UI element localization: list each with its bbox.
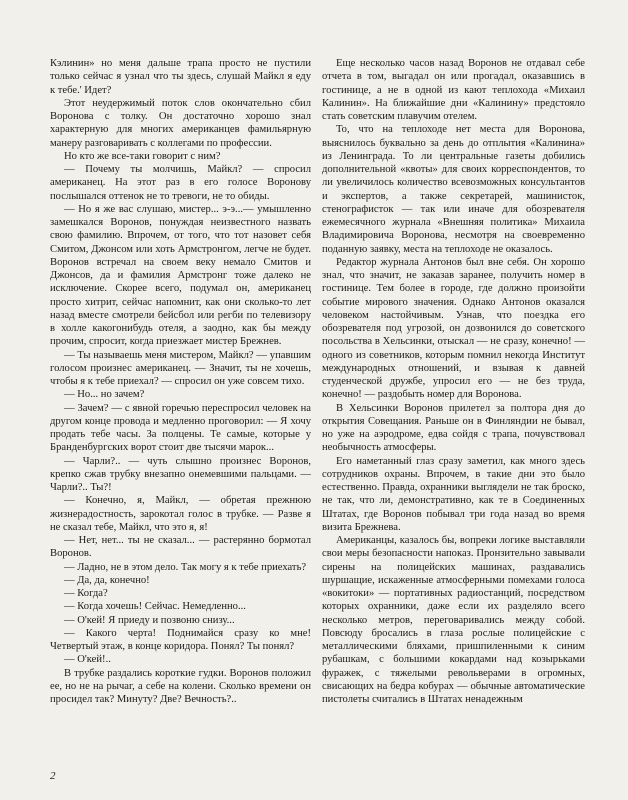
- left-text-column: [50, 57, 311, 706]
- paragraph: — О'кей!..: [64, 654, 111, 666]
- paragraph: — Когда хочешь! Сейчас. Немедленно...: [64, 601, 246, 613]
- paragraph: — Конечно, я, Майкл, — обретая прежнюю жизнерадостность, зарокотал голос в трубке. — Разве я не сказал тебе, Майкл, что это я, я!: [50, 495, 311, 533]
- paragraph: — Зачем? — с явной горечью переспросил человек на другом конце провода и медленно проговорил: — Я хочу продать тебе часы. За полцены. Те самые, которые у Бранденбургских ворот стоит две тысячи марок...: [50, 402, 311, 454]
- paragraph: Американцы, казалось бы, вопреки логике выставляли свои меры безопасности напоказ. Пронзительно завывали сирены на полицейских машинах, раздавались шуршащие, искаженные атмосферными помехами голоса «вокитоки» — портативных радиостанций, посредством которых охранники, даже если их разделяло всего несколько метров, переговаривались между собой. Повсюду бросались в глаза рослые полицейские с металлическими бляхами, пришпиленными к синим рубашкам, с большими кокардами над козырьками фуражек, с тяжелыми револьверами в огромных, свисающих на бедра кобурах — обычные автоматические пистолеты считались в Штатах ненадежным: [322, 535, 585, 705]
- paragraph: — Нет, нет... ты не сказал... — растерянно бормотал Воронов.: [50, 535, 311, 560]
- paragraph: В трубке раздались короткие гудки. Воронов положил ее, но не на рычаг, а себе на колени. Сколько времени он просидел так? Минуту? Две? Вечность?..: [50, 667, 311, 705]
- paragraph: Кэлинин» но меня дальше трапа просто не пустили только сейчас я узнал что ты здесь, слушай Майкл я еду к тебе.' Идет?: [50, 58, 311, 96]
- paragraph: — Почему ты молчишь, Майкл? — спросил американец. На этот раз в его голосе Воронову послышался оттенок не то тревоги, не то обиды.: [50, 164, 311, 202]
- paragraph: Этот неудержимый поток слов окончательно сбил Воронова с толку. Он достаточно хорошо знал характерную для многих американцев фамильярную манеру разговаривать с коллегами по профессии.: [50, 97, 311, 149]
- paragraph: Но кто же все-таки говорит с ним?: [64, 150, 221, 162]
- right-text-column: [322, 57, 585, 706]
- page-number: 2: [50, 770, 56, 782]
- paragraph: — Но... но зачем?: [64, 389, 145, 401]
- paragraph: — Ладно, не в этом дело. Так могу я к тебе приехать?: [64, 561, 307, 573]
- paragraph: Редактор журнала Антонов был вне себя. Он хорошо знал, что значит, не заказав заранее, получить номер в гостинице. Тем более в городе, где должно произойти событие мирового значения. Однако Антонов оказался человеком настойчивым. Узнав, что поездка его обозревателя под угрозой, он дозвонился до советского посольства в Хельсинки, отыскал — не сразу, конечно! — одного из советников, которым помнил некогда Институт международных отношений, и взывая к давней студенческой дружбе, упросил его — не без труда, конечно! — раздобыть номер для Воронова.: [322, 256, 585, 401]
- paragraph: — Какого черта! Поднимайся сразу ко мне! Четвертый этаж, в конце коридора. Понял? Ты понял?: [50, 627, 311, 652]
- paragraph: Еще несколько часов назад Воронов не отдавал себе отчета в том, выгадал он или прогадал, оказавшись в гостинице, а не в одной из кают теплохода «Михаил Калинин». На ближайшие дни «Калинину» предстояло стать советским плавучим отелем.: [322, 58, 585, 122]
- paragraph: То, что на теплоходе нет места для Воронова, выяснилось буквально за день до отплытия «Калинина» из Ленинграда. То ли центральные газеты добились дополнительной «квоты» для своих корреспондентов, то ли увеличилось количество всевозможных консультантов и экспертов, а также секретарей, машинисток, стенографисток — так или иначе для обозревателя ежемесячного журнала «Внешняя политика» Михаила Владимировича Воронова, несмотря на своевременно поданную заявку, места на теплоходе не оказалось.: [322, 124, 585, 255]
- paragraph: — О'кей! Я приеду и позвоню снизу...: [64, 614, 235, 626]
- paragraph: — Чарли?.. — чуть слышно произнес Воронов, крепко сжав трубку внезапно онемевшими пальцами. — Чарли?.. Ты?!: [50, 455, 311, 493]
- paragraph: В Хельсинки Воронов прилетел за полтора дня до открытия Совещания. Раньше он в Финляндии не бывал, но уже на аэродроме, едва сойдя с трапа, почувствовал необычность атмосферы.: [322, 402, 585, 454]
- paragraph: — Но я же вас слушаю, мистер... э-э...— умышленно замешкался Воронов, понуждая неизвестного назвать свою фамилию. Впрочем, от того, что тот назовет себя Смитом, Джонсом или хоть Армстронгом, легче не будет. Воронов встречал на своем веку немало Смитов и Джонсов, да и фамилия Армстронг тоже далеко не исключение. Скорее всего, подумал он, американец просто хитрит, сейчас напомнит, как они сколько-то лет назад вместе смотрели бейсбол или регби по телевизору в холле какогонибудь отеля, а заодно, как бы между прочим, спросит, когда приезжает мистер Брежнев.: [50, 203, 311, 348]
- paragraph: — Ты называешь меня мистером, Майкл? — упавшим голосом произнес американец. — Значит, ты не хочешь, чтобы я к тебе приехал? — спросил он уже совсем тихо.: [50, 349, 311, 387]
- paragraph: — Когда?: [64, 588, 108, 599]
- paragraph: Его наметанный глаз сразу заметил, как много здесь сотрудников охраны. Впрочем, в такие дни это было естественно. Правда, охранники выглядели не так броско, не так, что ли, демонстративно, как те в Соединенных Штатах, где Воронов побывал три года назад во время визита Брежнева.: [322, 455, 585, 533]
- paragraph: — Да, да, конечно!: [64, 574, 150, 586]
